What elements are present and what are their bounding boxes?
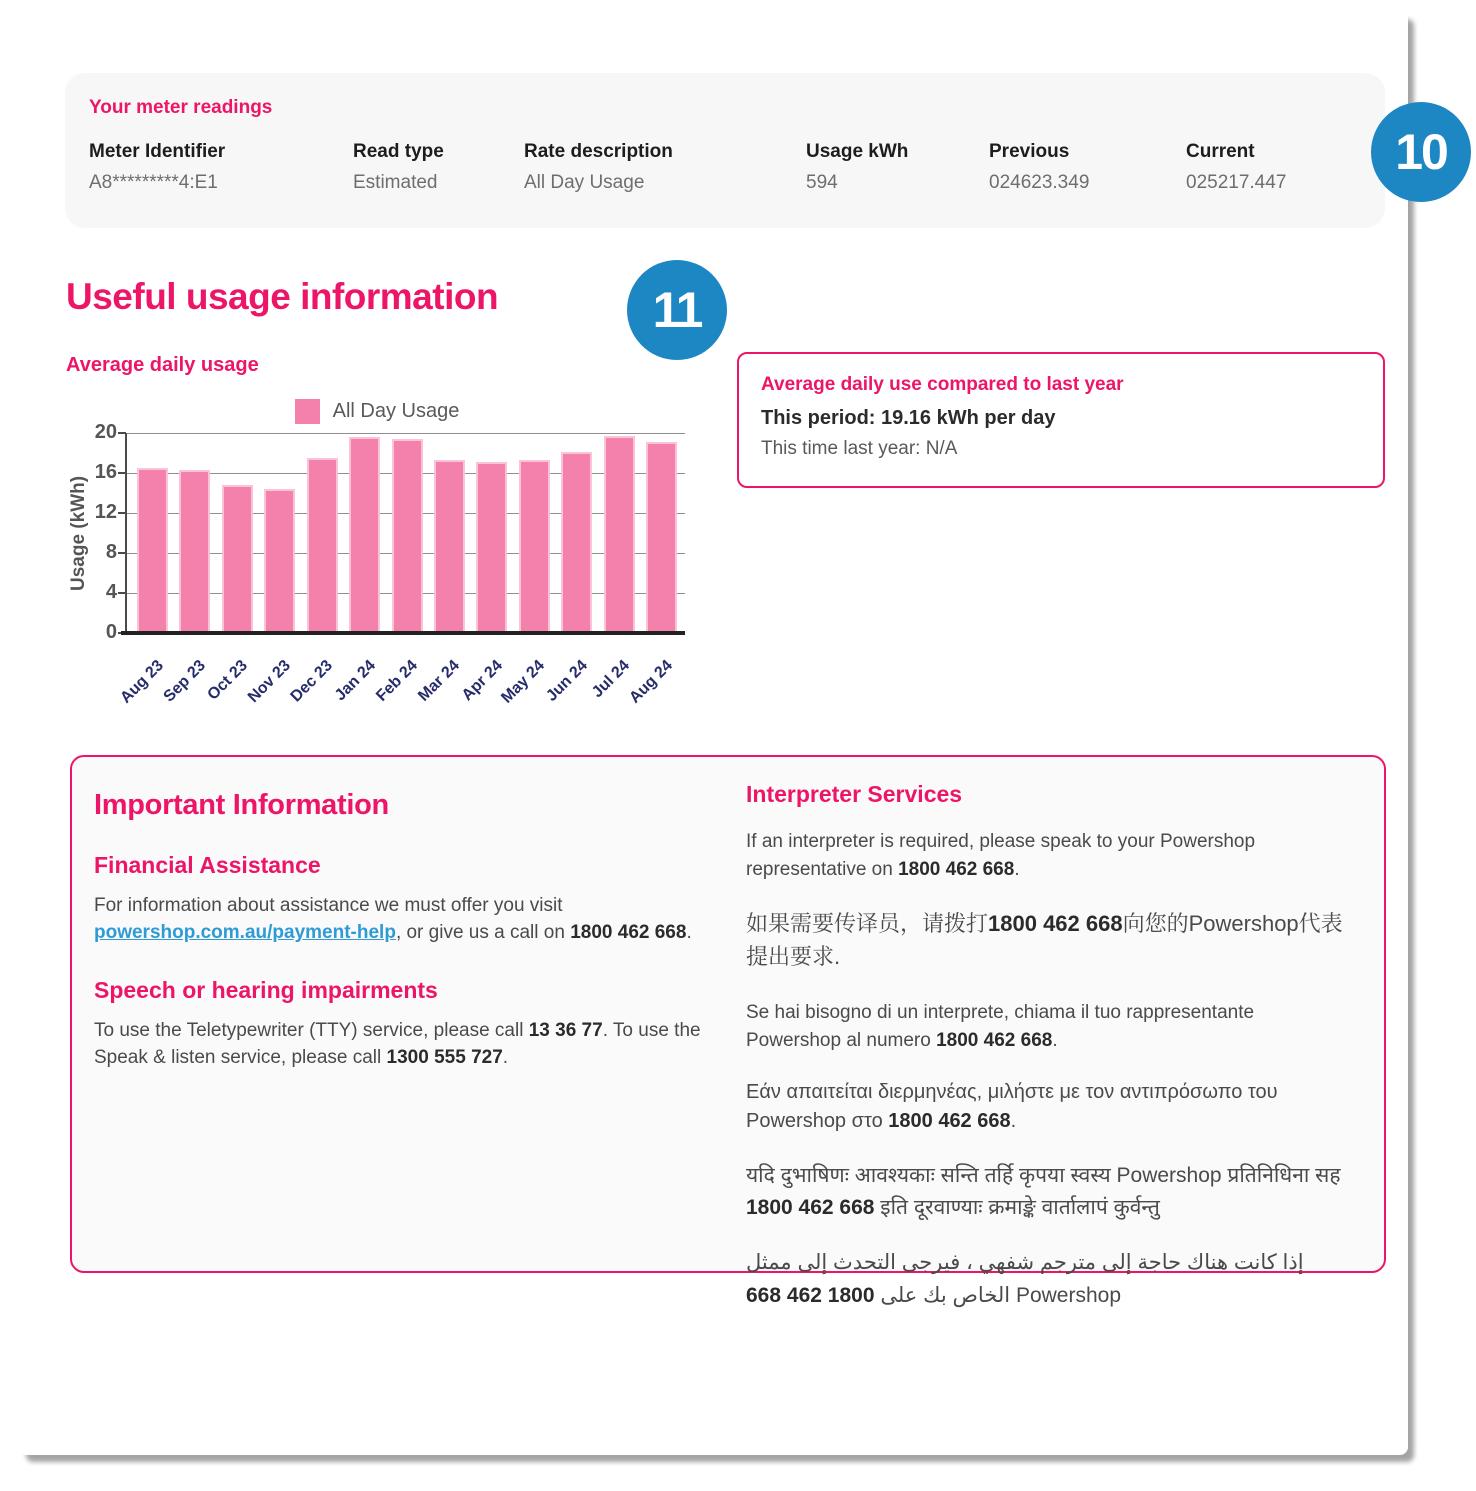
usage-bar-may-24 <box>519 460 550 633</box>
text-segment: . <box>502 1046 509 1068</box>
text-segment: 1300 555 727 <box>386 1046 503 1068</box>
meter-column-header: Current <box>1186 141 1255 162</box>
payment-help-link[interactable]: powershop.com.au/payment-help <box>94 921 396 943</box>
usage-bar-aug-23 <box>137 468 168 633</box>
interpreter-services-column <box>746 779 1354 1307</box>
meter-column-header: Usage kWh <box>806 141 909 162</box>
meter-column-header: Meter Identifier <box>89 141 226 162</box>
important-info-column <box>94 779 702 1251</box>
text-segment: To use the Teletypewriter (TTY) service, please call <box>94 1019 529 1041</box>
y-tick-label: 4 <box>105 581 117 603</box>
text-segment: 1800 462 668 <box>570 921 687 943</box>
x-tick-label: Feb 24 <box>373 657 422 705</box>
interpreter-paragraphs <box>746 828 1354 1312</box>
meter-column-value: 024623.349 <box>989 172 1090 193</box>
meter-readings-title: Your meter readings <box>89 97 273 118</box>
meter-column <box>89 141 353 194</box>
text-segment: . <box>1052 1029 1058 1051</box>
x-tick-label: Jan 24 <box>331 657 379 705</box>
meter-column-value: All Day Usage <box>524 172 645 193</box>
usage-bar-nov-23 <box>264 489 295 633</box>
interpreter-paragraph-it <box>746 999 1354 1054</box>
usage-bar-mar-24 <box>434 460 465 633</box>
meter-column-value: 594 <box>806 172 838 193</box>
text-segment: . <box>1010 1110 1017 1133</box>
text-segment: If an interpreter is required, please speak to your Powershop representative on <box>746 831 1256 880</box>
meter-column <box>806 141 989 194</box>
comparison-this-period: This period: 19.16 kWh per day <box>761 407 1056 429</box>
chart-legend <box>97 399 657 424</box>
annotation-badge-10: 10 <box>1371 102 1471 202</box>
interpreter-paragraph-el <box>746 1078 1354 1136</box>
annotation-badge-11: 11 <box>627 260 727 360</box>
interpreter-paragraph-hi <box>746 1160 1354 1223</box>
financial-assistance-text <box>94 893 702 947</box>
x-tick-label: Jul 24 <box>589 657 634 702</box>
meter-column-header: Read type <box>353 141 444 162</box>
comparison-last-year: This time last year: N/A <box>761 438 958 459</box>
text-segment: . <box>1014 858 1020 880</box>
x-tick-label: May 24 <box>498 657 549 707</box>
x-tick-label: Aug 23 <box>116 657 167 707</box>
text-segment: यदि दुभाषिणः आवश्यकाः सन्ति तर्हि कृपया स्वस्य Powershop प्रतिनिधिना सह <box>746 1164 1341 1188</box>
text-segment: 1800 462 668 <box>746 1195 875 1219</box>
y-tick-label: 16 <box>94 461 117 483</box>
meter-column <box>989 141 1186 194</box>
meter-column-header: Rate description <box>524 141 673 162</box>
meter-column <box>353 141 524 194</box>
text-segment: . To use the Speak & listen service, please call <box>94 1019 701 1068</box>
y-tick-mark <box>118 432 126 434</box>
y-tick-mark <box>118 512 126 514</box>
usage-bar-apr-24 <box>476 462 507 633</box>
usage-bar-jul-24 <box>604 436 635 633</box>
x-tick-label: Aug 24 <box>625 657 676 707</box>
text-segment: 13 36 77 <box>528 1019 603 1041</box>
x-tick-label: Apr 24 <box>458 657 506 705</box>
usage-bar-oct-23 <box>222 485 253 633</box>
usage-bar-aug-24 <box>646 442 677 633</box>
y-tick-label: 8 <box>105 541 117 563</box>
gridline <box>127 433 685 434</box>
text-segment: إذا كانت هناك حاجة إلى مترجم شفهي ، فيرجى التحدث إلى ممثل Powershop الخاص بك على <box>746 1251 1304 1307</box>
usage-bar-dec-23 <box>307 458 338 633</box>
text-segment: . <box>686 921 692 943</box>
usage-bar-sep-23 <box>179 470 210 633</box>
text-segment: 1800 462 668 <box>746 1283 875 1307</box>
meter-readings-panel <box>65 73 1385 228</box>
x-axis-line <box>121 631 685 635</box>
y-tick-mark <box>118 552 126 554</box>
important-information-box <box>70 755 1386 1307</box>
text-segment: For information about assistance we must offer you visit <box>94 895 563 916</box>
interpreter-paragraph-en <box>746 828 1354 883</box>
document-page <box>18 10 1408 1455</box>
usage-bar-jun-24 <box>561 452 592 633</box>
usage-bar-jan-24 <box>349 437 380 633</box>
average-daily-usage-chart <box>66 385 766 720</box>
x-tick-label: Nov 23 <box>244 657 294 707</box>
meter-column-value: Estimated <box>353 172 438 193</box>
y-tick-label: 0 <box>105 621 117 643</box>
x-tick-label: Dec 23 <box>287 657 337 706</box>
meter-column-header: Previous <box>989 141 1070 162</box>
chart-plot <box>94 421 685 643</box>
x-tick-label: Sep 23 <box>160 657 209 706</box>
text-segment: इति दूरवाण्याः क्रमाङ्के वार्तालापं कुर्वन्तु <box>874 1195 1160 1219</box>
text-segment: Se hai bisogno di un interprete, chiama il tuo rappresentante Powershop al numero <box>746 1002 1255 1051</box>
y-axis-title: Usage (kWh) <box>68 475 89 591</box>
text-segment: , or give us a call on <box>395 921 571 943</box>
text-segment: 如果需要传译员，请拨打 <box>746 911 989 937</box>
text-segment: 1800 462 668 <box>988 911 1123 937</box>
interpreter-services-heading: Interpreter Services <box>746 781 963 807</box>
text-segment: 1800 462 668 <box>936 1029 1053 1051</box>
meter-column-value: A8*********4:E1 <box>89 172 218 193</box>
legend-swatch-icon <box>295 399 320 424</box>
usage-bar-feb-24 <box>392 439 423 633</box>
x-tick-label: Jun 24 <box>542 657 591 705</box>
speech-hearing-text <box>94 1018 702 1072</box>
important-info-title: Important Information <box>94 789 389 821</box>
text-segment: 1800 462 668 <box>898 858 1015 880</box>
interpreter-paragraph-ar <box>746 1247 1354 1312</box>
legend-label: All Day Usage <box>332 400 460 422</box>
text-segment: 向您的Powershop代表提出要求. <box>746 911 1343 970</box>
meter-column <box>1186 141 1361 194</box>
interpreter-paragraph-zh <box>746 907 1354 973</box>
chart-title: Average daily usage <box>66 354 259 376</box>
text-segment: Εάν απαιτείται διερμηνέας, μιλήστε με τον αντιπρόσωπο του Powershop στο <box>746 1081 1278 1133</box>
comparison-title: Average daily use compared to last year <box>761 374 1124 395</box>
y-tick-mark <box>118 592 126 594</box>
y-tick-label: 20 <box>94 421 117 443</box>
meter-column-value: 025217.447 <box>1186 172 1287 193</box>
x-tick-label: Mar 24 <box>415 657 464 705</box>
meter-readings-table <box>89 141 1361 194</box>
comparison-box <box>737 352 1385 488</box>
meter-column <box>524 141 806 194</box>
y-tick-label: 12 <box>94 501 117 523</box>
y-tick-mark <box>118 472 126 474</box>
financial-assistance-heading: Financial Assistance <box>94 852 321 878</box>
usage-section-title: Useful usage information <box>66 276 499 317</box>
text-segment: 1800 462 668 <box>888 1110 1011 1133</box>
x-tick-label: Oct 23 <box>204 657 252 704</box>
speech-hearing-heading: Speech or hearing impairments <box>94 976 438 1003</box>
x-axis-labels <box>116 647 685 719</box>
